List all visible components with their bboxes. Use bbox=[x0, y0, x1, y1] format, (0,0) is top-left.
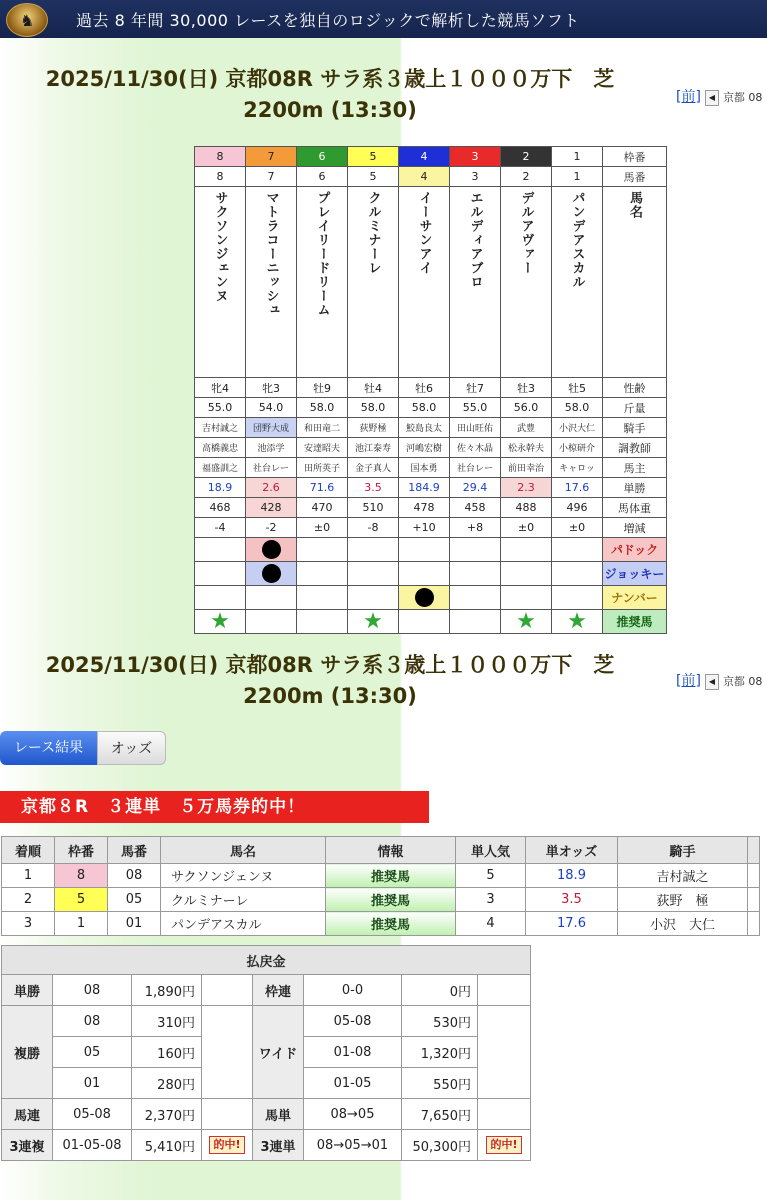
result-header-umaban: 馬番 bbox=[108, 837, 161, 864]
entry-recommend-cell bbox=[552, 610, 603, 634]
result-info-cell: 推奨馬 bbox=[326, 864, 456, 888]
entry-name-cell bbox=[399, 187, 450, 378]
star-icon: ★ bbox=[516, 609, 536, 634]
result-header-info: 情報 bbox=[326, 837, 456, 864]
entry-owner-cell: 社台レー bbox=[450, 458, 501, 478]
result-jockey-cell: 吉村誠之 bbox=[618, 864, 748, 888]
race-title-line1: 2025/11/30(日) 京都08R サラ系３歳上１０００万下 芝 bbox=[45, 67, 615, 91]
entry-bodyweight-cell: 468 bbox=[195, 498, 246, 518]
result-name-cell[interactable]: クルミナーレ bbox=[161, 888, 326, 912]
entry-umaban-cell: 3 bbox=[450, 167, 501, 187]
entry-jockey-cell: 小沢大仁 bbox=[552, 418, 603, 438]
race-title-2-line1: 2025/11/30(日) 京都08R サラ系３歳上１０００万下 芝 bbox=[45, 653, 615, 677]
result-waku-cell: 5 bbox=[55, 888, 108, 912]
entry-owner-cell: 国本勇 bbox=[399, 458, 450, 478]
star-icon: ★ bbox=[567, 609, 587, 634]
entry-label-jockey_mark: ジョッキー bbox=[603, 562, 667, 586]
entry-jockey_mark-cell bbox=[501, 562, 552, 586]
entry-jockey-cell: 和田竜二 bbox=[297, 418, 348, 438]
entry-trainer-cell: 池添学 bbox=[246, 438, 297, 458]
entry-label-sexage: 性齢 bbox=[603, 378, 667, 398]
entry-umaban-cell: 5 bbox=[348, 167, 399, 187]
umaren-combo: 05-08 bbox=[53, 1099, 132, 1130]
sanrenpuku-amount: 5,410円 bbox=[132, 1130, 202, 1161]
entry-trainer-cell: 高橋義忠 bbox=[195, 438, 246, 458]
entry-recommend-cell bbox=[348, 610, 399, 634]
sanrenpuku-hit-cell bbox=[202, 1130, 253, 1161]
entry-sexage-cell: 牝4 bbox=[195, 378, 246, 398]
result-waku-cell: 1 bbox=[55, 912, 108, 936]
entry-umaban-cell: 1 bbox=[552, 167, 603, 187]
entry-name-cell bbox=[297, 187, 348, 378]
race-nav-2 bbox=[676, 670, 762, 690]
entry-diff-cell: ±0 bbox=[552, 518, 603, 538]
entry-sexage-cell: 牡7 bbox=[450, 378, 501, 398]
entry-paddock-cell bbox=[399, 538, 450, 562]
umatan-combo: 08→05 bbox=[304, 1099, 402, 1130]
entry-name-cell bbox=[348, 187, 399, 378]
entry-jockey-cell: 荻野極 bbox=[348, 418, 399, 438]
tansho-label: 単勝 bbox=[2, 975, 53, 1006]
wide-amount-1: 530円 bbox=[402, 1006, 478, 1037]
table-row bbox=[2, 888, 760, 912]
sanrentan-combo: 08→05→01 bbox=[304, 1130, 402, 1161]
entry-bodyweight-cell: 488 bbox=[501, 498, 552, 518]
entry-odds-cell: 71.6 bbox=[297, 478, 348, 498]
race-title-line2: 2200m (13:30) bbox=[243, 98, 417, 122]
prev-arrow-icon[interactable]: ◀ bbox=[705, 90, 719, 106]
entry-recommend-cell bbox=[195, 610, 246, 634]
horse-logo-icon: ♞ bbox=[20, 11, 35, 30]
entry-name-cell bbox=[195, 187, 246, 378]
entry-odds-cell: 18.9 bbox=[195, 478, 246, 498]
wakuren-amount: 0円 bbox=[402, 975, 478, 1006]
entry-diff-cell: -4 bbox=[195, 518, 246, 538]
result-pop-cell: 3 bbox=[456, 888, 526, 912]
entry-recommend-cell bbox=[450, 610, 501, 634]
entry-trainer-cell: 松永幹夫 bbox=[501, 438, 552, 458]
result-header-waku: 枠番 bbox=[55, 837, 108, 864]
entry-owner-cell: 福盛訓之 bbox=[195, 458, 246, 478]
entry-jockey_mark-cell bbox=[297, 562, 348, 586]
entry-paddock-cell bbox=[297, 538, 348, 562]
entry-jockey_mark-cell bbox=[450, 562, 501, 586]
umatan-amount: 7,650円 bbox=[402, 1099, 478, 1130]
entry-row-paddock bbox=[195, 538, 667, 562]
wakuren-combo: 0-0 bbox=[304, 975, 402, 1006]
entry-owner-cell: 金子真人 bbox=[348, 458, 399, 478]
sanrentan-amount: 50,300円 bbox=[402, 1130, 478, 1161]
entry-weight-cell: 56.0 bbox=[501, 398, 552, 418]
entry-jockey_mark-cell bbox=[195, 562, 246, 586]
tansho-combo: 08 bbox=[53, 975, 132, 1006]
entry-name-cell bbox=[450, 187, 501, 378]
entry-name-cell bbox=[246, 187, 297, 378]
entry-weight-cell: 54.0 bbox=[246, 398, 297, 418]
result-pop-cell: 5 bbox=[456, 864, 526, 888]
fukusho-label: 複勝 bbox=[2, 1006, 53, 1099]
entry-label-recommend: 推奨馬 bbox=[603, 610, 667, 634]
race-title bbox=[0, 64, 660, 126]
result-umaban-cell: 01 bbox=[108, 912, 161, 936]
tansho-amount: 1,890円 bbox=[132, 975, 202, 1006]
empty-cell bbox=[202, 1006, 253, 1099]
label-name-text: 馬名 bbox=[627, 191, 642, 219]
horse-name[interactable]: マトラコーニッシュ bbox=[263, 191, 279, 317]
entry-trainer-cell: 佐々木晶 bbox=[450, 438, 501, 458]
fukusho-combo-3: 01 bbox=[53, 1068, 132, 1099]
entry-label-umaban: 馬番 bbox=[603, 167, 667, 187]
entry-odds-cell: 29.4 bbox=[450, 478, 501, 498]
result-table bbox=[1, 836, 760, 936]
entry-label-paddock: パドック bbox=[603, 538, 667, 562]
empty-cell bbox=[478, 1006, 531, 1099]
result-odds-cell: 18.9 bbox=[526, 864, 618, 888]
entry-paddock-cell bbox=[501, 538, 552, 562]
entry-sexage-cell: 牡9 bbox=[297, 378, 348, 398]
hit-banner: 京都８R ３連単 ５万馬券的中！ bbox=[0, 791, 429, 823]
entry-diff-cell: ±0 bbox=[501, 518, 552, 538]
entry-label-owner: 馬主 bbox=[603, 458, 667, 478]
entry-weight-cell: 58.0 bbox=[297, 398, 348, 418]
entry-umaban-cell: 6 bbox=[297, 167, 348, 187]
entry-weight-cell: 58.0 bbox=[552, 398, 603, 418]
entry-row-trainer bbox=[195, 438, 667, 458]
entry-row-waku bbox=[195, 147, 667, 167]
wide-amount-2: 1,320円 bbox=[402, 1037, 478, 1068]
wakuren-label: 枠連 bbox=[253, 975, 304, 1006]
table-row bbox=[2, 912, 760, 936]
entry-recommend-cell bbox=[501, 610, 552, 634]
star-icon: ★ bbox=[363, 609, 383, 634]
entry-recommend-cell bbox=[297, 610, 348, 634]
result-pop-cell: 4 bbox=[456, 912, 526, 936]
entry-owner-cell: 田所英子 bbox=[297, 458, 348, 478]
empty-cell bbox=[478, 1099, 531, 1130]
entry-row-name bbox=[195, 187, 667, 378]
race-title-2 bbox=[0, 650, 660, 712]
entry-row-number_mark bbox=[195, 586, 667, 610]
entry-label-jockey: 騎手 bbox=[603, 418, 667, 438]
black-dot-icon bbox=[262, 564, 281, 583]
sanrentan-label: 3連単 bbox=[253, 1130, 304, 1161]
entry-row-recommend bbox=[195, 610, 667, 634]
result-extra-cell bbox=[748, 912, 760, 936]
result-header-odds: 単オッズ bbox=[526, 837, 618, 864]
entry-diff-cell: -8 bbox=[348, 518, 399, 538]
entry-owner-cell: 前田幸治 bbox=[501, 458, 552, 478]
entry-umaban-cell: 7 bbox=[246, 167, 297, 187]
result-umaban-cell: 08 bbox=[108, 864, 161, 888]
horse-name[interactable]: パンデアスカル bbox=[569, 191, 585, 289]
entry-odds-cell: 2.6 bbox=[246, 478, 297, 498]
entry-number_mark-cell bbox=[450, 586, 501, 610]
entry-sexage-cell: 牝3 bbox=[246, 378, 297, 398]
result-rank-cell: 2 bbox=[2, 888, 55, 912]
fukusho-combo-2: 05 bbox=[53, 1037, 132, 1068]
horse-name[interactable]: プレイリードリーム bbox=[314, 191, 330, 317]
result-jockey-cell: 荻野 極 bbox=[618, 888, 748, 912]
entry-trainer-cell: 池江泰寿 bbox=[348, 438, 399, 458]
entry-row-weight bbox=[195, 398, 667, 418]
entry-jockey-cell: 団野大成 bbox=[246, 418, 297, 438]
result-jockey-cell: 小沢 大仁 bbox=[618, 912, 748, 936]
entry-waku-cell: 4 bbox=[399, 147, 450, 167]
entry-row-diff bbox=[195, 518, 667, 538]
tab-odds[interactable]: オッズ bbox=[97, 731, 166, 765]
result-info-cell: 推奨馬 bbox=[326, 888, 456, 912]
fukusho-combo-1: 08 bbox=[53, 1006, 132, 1037]
entry-label-weight: 斤量 bbox=[603, 398, 667, 418]
result-info-cell: 推奨馬 bbox=[326, 912, 456, 936]
entry-label-odds: 単勝 bbox=[603, 478, 667, 498]
entry-paddock-cell bbox=[552, 538, 603, 562]
entry-trainer-cell: 河嶋宏樹 bbox=[399, 438, 450, 458]
result-rank-cell: 3 bbox=[2, 912, 55, 936]
entry-weight-cell: 58.0 bbox=[348, 398, 399, 418]
entry-label-number_mark: ナンバー bbox=[603, 586, 667, 610]
entry-waku-cell: 6 bbox=[297, 147, 348, 167]
sanrenpuku-combo: 01-05-08 bbox=[53, 1130, 132, 1161]
entry-umaban-cell: 4 bbox=[399, 167, 450, 187]
entry-label-trainer: 調教師 bbox=[603, 438, 667, 458]
entry-row-odds bbox=[195, 478, 667, 498]
horse-name[interactable]: イーサンアイ bbox=[416, 191, 432, 275]
umaren-label: 馬連 bbox=[2, 1099, 53, 1130]
entry-name-cell bbox=[552, 187, 603, 378]
entry-table bbox=[194, 146, 667, 634]
race-code: 京都 08 bbox=[722, 91, 763, 104]
entry-jockey_mark-cell bbox=[552, 562, 603, 586]
empty-cell bbox=[202, 1099, 253, 1130]
entry-bodyweight-cell: 510 bbox=[348, 498, 399, 518]
entry-sexage-cell: 牡5 bbox=[552, 378, 603, 398]
horse-name[interactable]: サクソンジェンヌ bbox=[212, 191, 228, 303]
entry-odds-cell: 184.9 bbox=[399, 478, 450, 498]
entry-jockey_mark-cell bbox=[348, 562, 399, 586]
entry-row-jockey_mark bbox=[195, 562, 667, 586]
entry-label-diff: 増減 bbox=[603, 518, 667, 538]
result-header-rank: 着順 bbox=[2, 837, 55, 864]
empty-cell bbox=[202, 975, 253, 1006]
entry-row-owner bbox=[195, 458, 667, 478]
race-title-2-line2: 2200m (13:30) bbox=[243, 684, 417, 708]
entry-sexage-cell: 牡4 bbox=[348, 378, 399, 398]
entry-jockey-cell: 田山旺佑 bbox=[450, 418, 501, 438]
tab-race-result[interactable]: レース結果 bbox=[0, 731, 97, 765]
result-odds-cell: 3.5 bbox=[526, 888, 618, 912]
entry-paddock-cell bbox=[450, 538, 501, 562]
entry-number_mark-cell bbox=[195, 586, 246, 610]
entry-weight-cell: 58.0 bbox=[399, 398, 450, 418]
entry-waku-cell: 8 bbox=[195, 147, 246, 167]
entry-jockey-cell: 鮫島良太 bbox=[399, 418, 450, 438]
wide-label: ワイド bbox=[253, 1006, 304, 1099]
entry-waku-cell: 2 bbox=[501, 147, 552, 167]
top-header-bar bbox=[0, 0, 767, 38]
hit-badge: 的中! bbox=[486, 1136, 521, 1154]
black-dot-icon bbox=[262, 540, 281, 559]
payout-title: 払戻金 bbox=[2, 946, 531, 975]
result-umaban-cell: 05 bbox=[108, 888, 161, 912]
entry-diff-cell: +10 bbox=[399, 518, 450, 538]
entry-row-jockey bbox=[195, 418, 667, 438]
entry-sexage-cell: 牡6 bbox=[399, 378, 450, 398]
result-header-row bbox=[2, 837, 760, 864]
entry-waku-cell: 5 bbox=[348, 147, 399, 167]
horse-name[interactable]: エルディアブロ bbox=[467, 191, 483, 289]
entry-recommend-cell bbox=[246, 610, 297, 634]
entry-owner-cell: キャロッ bbox=[552, 458, 603, 478]
fukusho-amount-3: 280円 bbox=[132, 1068, 202, 1099]
empty-cell bbox=[478, 975, 531, 1006]
entry-umaban-cell: 2 bbox=[501, 167, 552, 187]
entry-bodyweight-cell: 496 bbox=[552, 498, 603, 518]
entry-row-umaban bbox=[195, 167, 667, 187]
wide-combo-1: 05-08 bbox=[304, 1006, 402, 1037]
horse-name[interactable]: デルアヴァー bbox=[518, 191, 534, 275]
entry-weight-cell: 55.0 bbox=[195, 398, 246, 418]
result-extra-cell bbox=[748, 864, 760, 888]
entry-label-bodyweight: 馬体重 bbox=[603, 498, 667, 518]
entry-row-sexage bbox=[195, 378, 667, 398]
entry-owner-cell: 社台レー bbox=[246, 458, 297, 478]
logo bbox=[6, 3, 48, 37]
entry-waku-cell: 1 bbox=[552, 147, 603, 167]
table-row bbox=[2, 864, 760, 888]
entry-weight-cell: 55.0 bbox=[450, 398, 501, 418]
entry-paddock-cell bbox=[348, 538, 399, 562]
wide-amount-3: 550円 bbox=[402, 1068, 478, 1099]
result-name-cell[interactable]: パンデアスカル bbox=[161, 912, 326, 936]
entry-number_mark-cell bbox=[399, 586, 450, 610]
entry-diff-cell: +8 bbox=[450, 518, 501, 538]
entry-odds-cell: 3.5 bbox=[348, 478, 399, 498]
entry-jockey-cell: 武豊 bbox=[501, 418, 552, 438]
entry-recommend-cell bbox=[399, 610, 450, 634]
entry-jockey_mark-cell bbox=[399, 562, 450, 586]
entry-waku-cell: 7 bbox=[246, 147, 297, 167]
entry-number_mark-cell bbox=[246, 586, 297, 610]
entry-name-cell bbox=[501, 187, 552, 378]
umatan-label: 馬単 bbox=[253, 1099, 304, 1130]
entry-jockey-cell: 吉村誠之 bbox=[195, 418, 246, 438]
entry-label-waku: 枠番 bbox=[603, 147, 667, 167]
entry-diff-cell: -2 bbox=[246, 518, 297, 538]
entry-number_mark-cell bbox=[552, 586, 603, 610]
fukusho-amount-1: 310円 bbox=[132, 1006, 202, 1037]
prev-arrow-icon-2[interactable]: ◀ bbox=[705, 674, 719, 690]
result-header-jockey: 騎手 bbox=[618, 837, 748, 864]
entry-umaban-cell: 8 bbox=[195, 167, 246, 187]
sanrenpuku-label: 3連複 bbox=[2, 1130, 53, 1161]
header-tagline: 過去 8 年間 30,000 レースを独自のロジックで解析した競馬ソフト bbox=[76, 11, 580, 30]
entry-bodyweight-cell: 478 bbox=[399, 498, 450, 518]
entry-diff-cell: ±0 bbox=[297, 518, 348, 538]
sanrentan-hit-cell bbox=[478, 1130, 531, 1161]
entry-row-bodyweight bbox=[195, 498, 667, 518]
result-extra-cell bbox=[748, 888, 760, 912]
wide-combo-2: 01-08 bbox=[304, 1037, 402, 1068]
payout-table bbox=[1, 945, 531, 1161]
race-code-2: 京都 08 bbox=[722, 675, 763, 688]
entry-number_mark-cell bbox=[348, 586, 399, 610]
result-header-extra bbox=[748, 837, 760, 864]
entry-bodyweight-cell: 428 bbox=[246, 498, 297, 518]
star-icon: ★ bbox=[210, 609, 230, 634]
hit-badge: 的中! bbox=[209, 1136, 244, 1154]
result-name-cell[interactable]: サクソンジェンヌ bbox=[161, 864, 326, 888]
result-rank-cell: 1 bbox=[2, 864, 55, 888]
race-nav bbox=[676, 86, 762, 106]
prev-race-link-2[interactable]: [前] bbox=[676, 673, 701, 689]
result-waku-cell: 8 bbox=[55, 864, 108, 888]
fukusho-amount-2: 160円 bbox=[132, 1037, 202, 1068]
entry-trainer-cell: 小椋研介 bbox=[552, 438, 603, 458]
entry-paddock-cell bbox=[195, 538, 246, 562]
entry-waku-cell: 3 bbox=[450, 147, 501, 167]
result-header-pop: 単人気 bbox=[456, 837, 526, 864]
result-header-name: 馬名 bbox=[161, 837, 326, 864]
entry-sexage-cell: 牡3 bbox=[501, 378, 552, 398]
entry-label-name bbox=[603, 187, 667, 378]
entry-jockey_mark-cell bbox=[246, 562, 297, 586]
entry-bodyweight-cell: 458 bbox=[450, 498, 501, 518]
prev-race-link[interactable]: [前] bbox=[676, 89, 701, 105]
entry-number_mark-cell bbox=[297, 586, 348, 610]
entry-trainer-cell: 安達昭夫 bbox=[297, 438, 348, 458]
black-dot-icon bbox=[415, 588, 434, 607]
entry-odds-cell: 17.6 bbox=[552, 478, 603, 498]
entry-number_mark-cell bbox=[501, 586, 552, 610]
horse-name[interactable]: クルミナーレ bbox=[365, 191, 381, 275]
wide-combo-3: 01-05 bbox=[304, 1068, 402, 1099]
entry-paddock-cell bbox=[246, 538, 297, 562]
result-odds-cell: 17.6 bbox=[526, 912, 618, 936]
entry-odds-cell: 2.3 bbox=[501, 478, 552, 498]
umaren-amount: 2,370円 bbox=[132, 1099, 202, 1130]
entry-bodyweight-cell: 470 bbox=[297, 498, 348, 518]
